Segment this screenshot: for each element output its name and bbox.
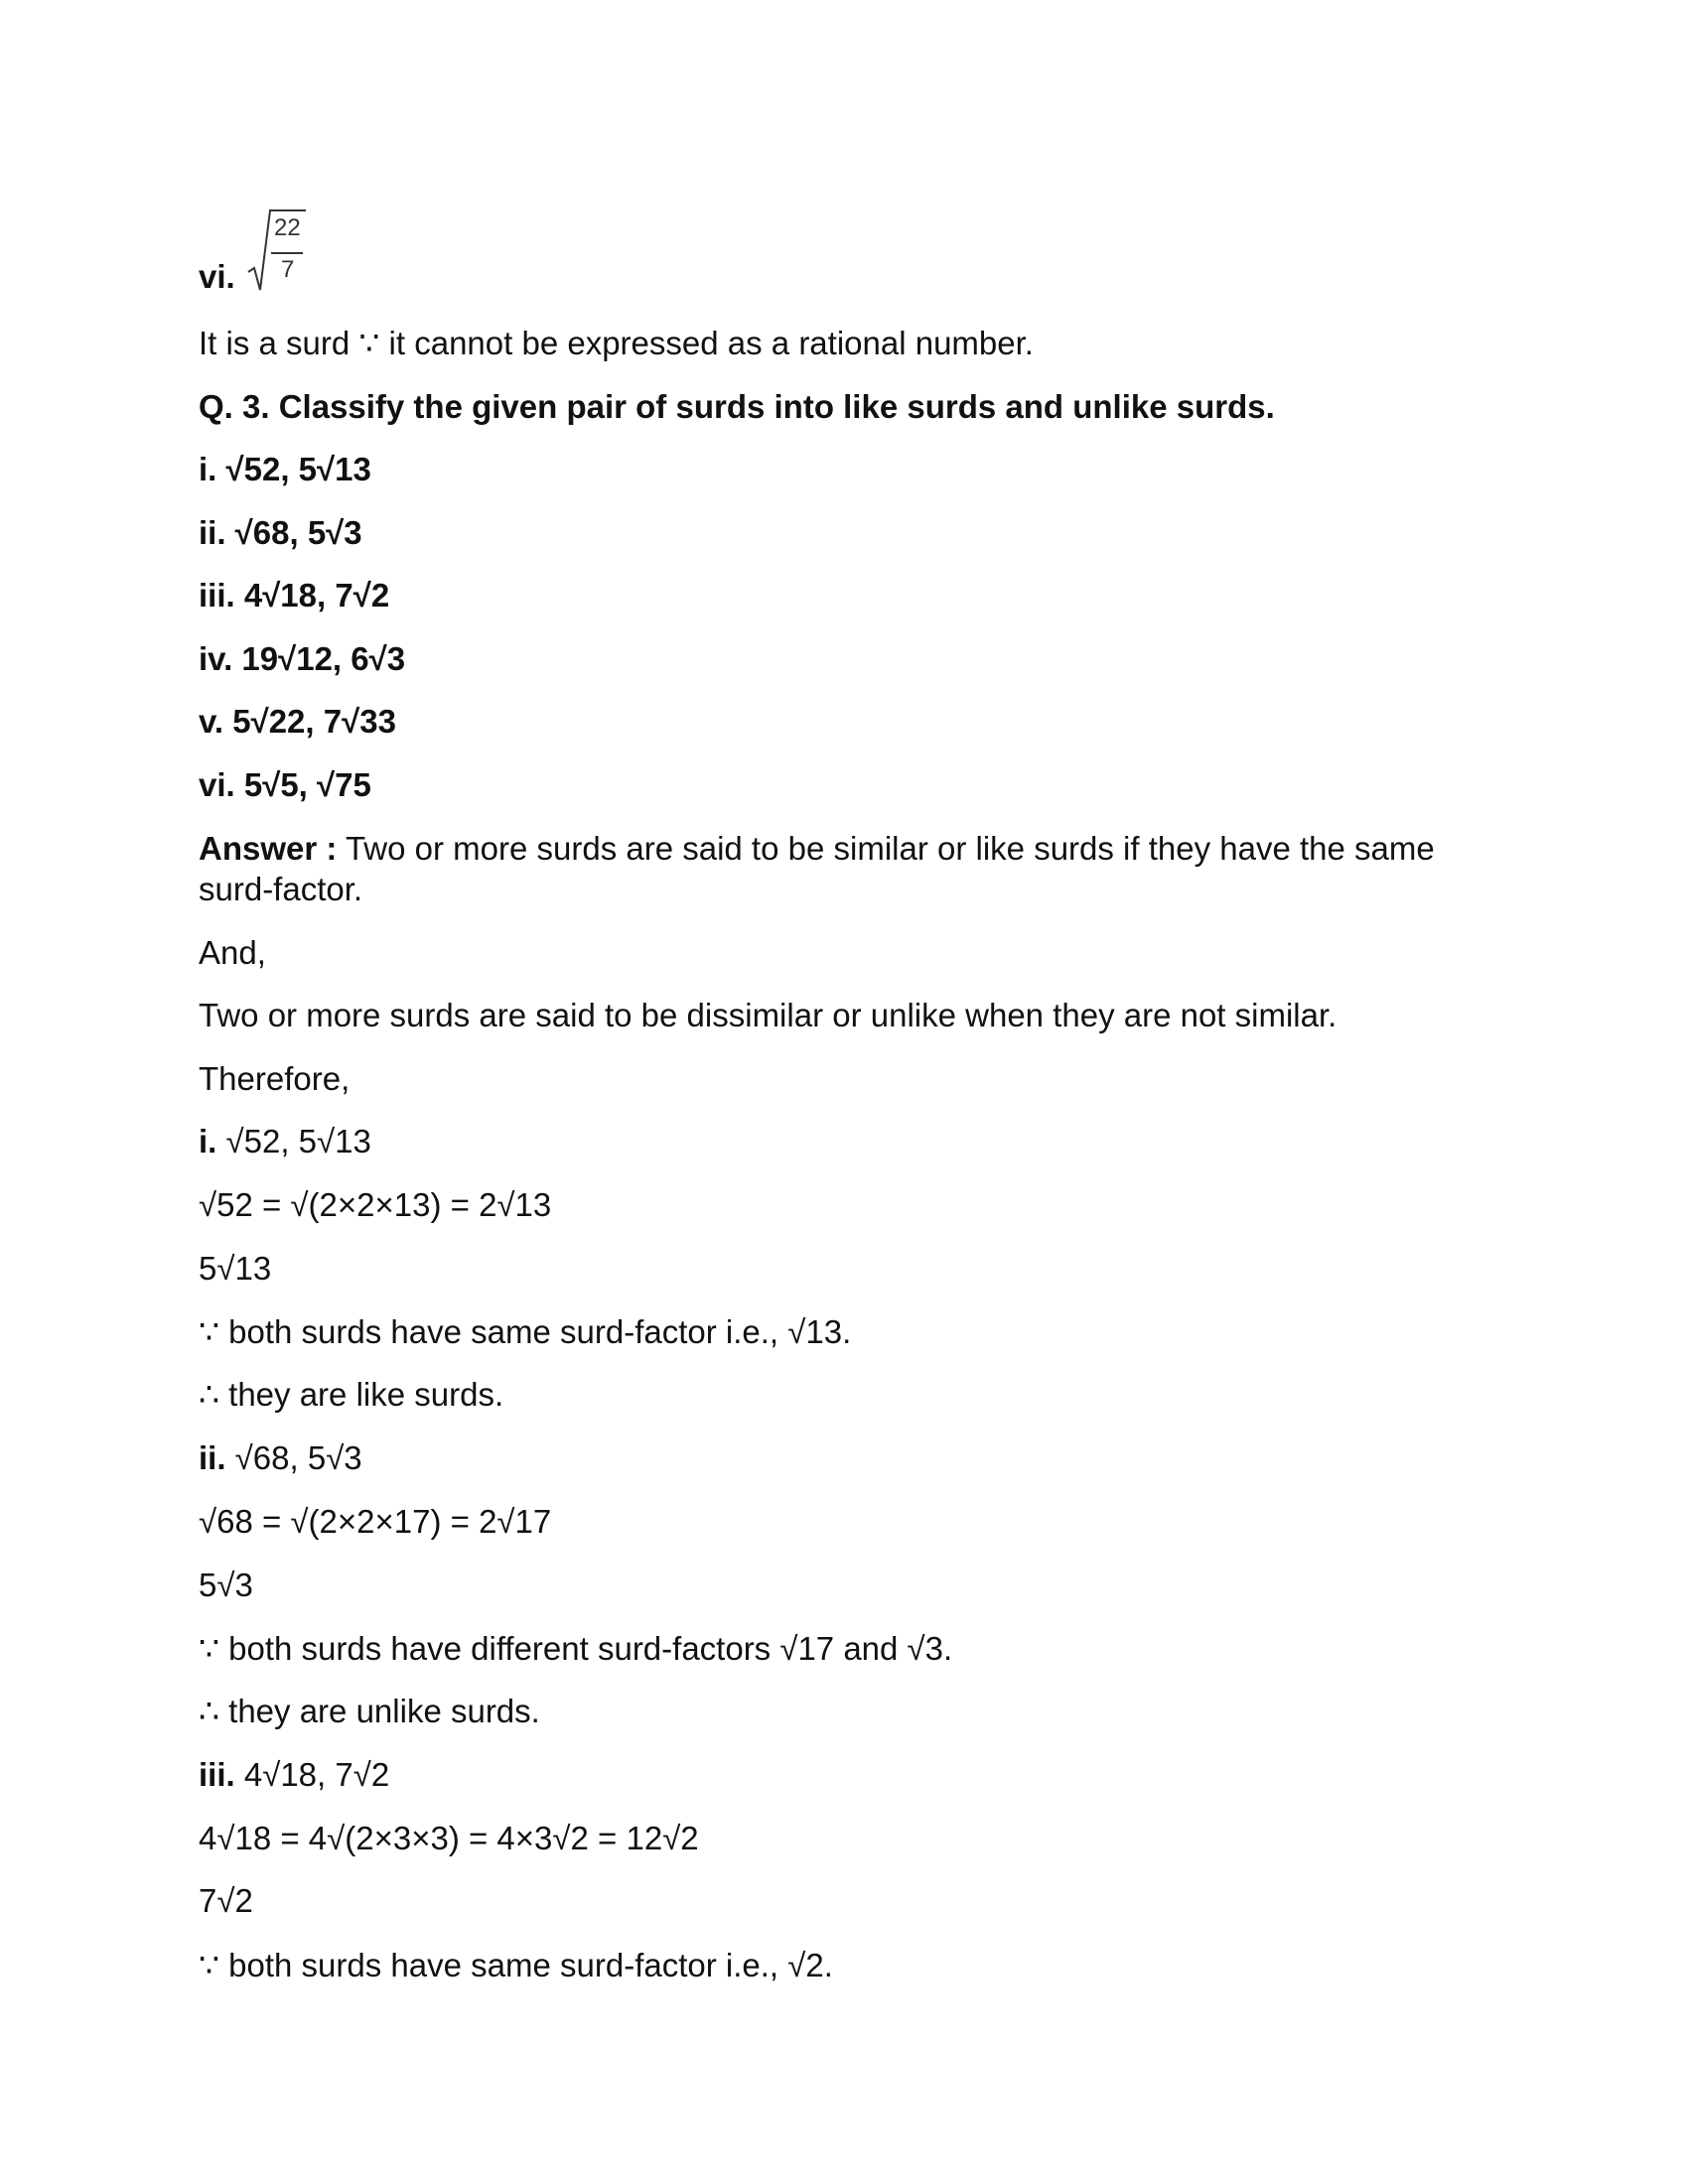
- part-pair: 4√18, 7√2: [234, 1756, 390, 1793]
- part-pair: √68, 5√3: [225, 1439, 362, 1476]
- question-item: iii. 4√18, 7√2: [199, 577, 390, 614]
- part-ii-conclusion: ∴ they are unlike surds.: [199, 1693, 540, 1729]
- part-ii-heading: [199, 1438, 362, 1478]
- part-i-step2: 5√13: [199, 1250, 272, 1287]
- fraction-numerator: 22: [274, 214, 301, 241]
- part-iii-step2: 7√2: [199, 1882, 253, 1919]
- answer-intro-cont: surd-factor.: [199, 871, 363, 907]
- part-label: ii.: [199, 1439, 226, 1476]
- part-i-heading: [199, 1122, 371, 1161]
- answer-therefore: Therefore,: [199, 1060, 351, 1097]
- part-ii-because: ∵ both surds have different surd-factors √17 and √3.: [199, 1630, 953, 1667]
- item-label: vi.: [199, 258, 235, 295]
- part-i-step1: √52 = √(2×2×13) = 2√13: [199, 1186, 552, 1223]
- part-label: i.: [199, 1123, 217, 1160]
- question-item: vi. 5√5, √75: [199, 766, 371, 803]
- question-item: iv. 19√12, 6√3: [199, 640, 406, 677]
- fraction-denominator: 7: [281, 256, 295, 283]
- part-label: iii.: [199, 1756, 235, 1793]
- part-pair: √52, 5√13: [216, 1123, 371, 1160]
- part-ii-step2: 5√3: [199, 1567, 253, 1603]
- part-i-conclusion: ∴ they are like surds.: [199, 1376, 504, 1413]
- question-item: v. 5√22, 7√33: [199, 703, 396, 740]
- question-item: ii. √68, 5√3: [199, 514, 362, 551]
- part-ii-step1: √68 = √(2×2×17) = 2√17: [199, 1503, 552, 1540]
- question-item: i. √52, 5√13: [199, 451, 371, 487]
- answer-intro-text: Two or more surds are said to be similar or like surds if they have the same: [337, 830, 1435, 867]
- part-iii-step1: 4√18 = 4√(2×3×3) = 4×3√2 = 12√2: [199, 1820, 699, 1856]
- prev-item-explanation: It is a surd ∵ it cannot be expressed as a rational number.: [199, 325, 1034, 361]
- answer-intro: [199, 829, 1435, 869]
- unlike-definition: Two or more surds are said to be dissimilar or unlike when they are not similar.: [199, 997, 1337, 1033]
- part-i-because: ∵ both surds have same surd-factor i.e., √13.: [199, 1313, 852, 1350]
- fraction-bar: [271, 252, 303, 254]
- answer-and: And,: [199, 934, 266, 971]
- answer-label: Answer :: [199, 830, 338, 867]
- part-iii-heading: [199, 1755, 389, 1795]
- question-title: Q. 3. Classify the given pair of surds into like surds and unlike surds.: [199, 388, 1275, 425]
- part-iii-because: ∵ both surds have same surd-factor i.e., √2.: [199, 1947, 833, 1983]
